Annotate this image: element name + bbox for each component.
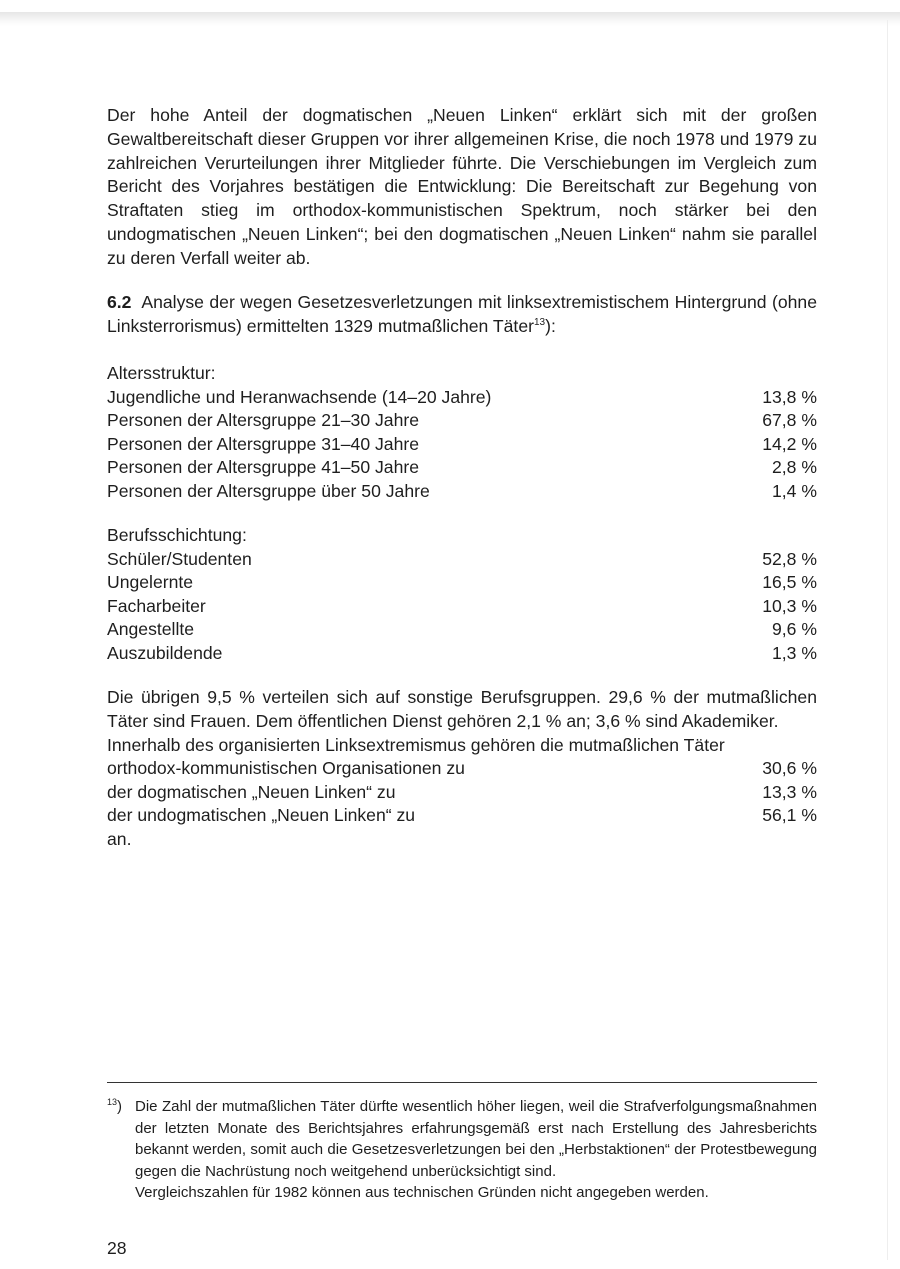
organized-row — [107, 781, 817, 805]
occupation-row-value: 16,5 % — [762, 572, 817, 593]
age-structure-heading: Altersstruktur: — [107, 363, 216, 383]
occupation-row-value: 1,3 % — [772, 642, 817, 663]
age-row-label: Personen der Altersgruppe 41–50 Jahre — [107, 457, 420, 478]
organized-closing: an. — [107, 828, 132, 849]
age-row-value: 14,2 % — [762, 433, 817, 454]
occupation-row — [107, 548, 817, 572]
age-row — [107, 386, 817, 410]
organized-row-value: 56,1 % — [762, 805, 817, 826]
footnote-text-second: Vergleichszahlen für 1982 können aus technischen Gründen nicht angegeben werden. — [135, 1184, 709, 1201]
occupation-row — [107, 618, 817, 642]
age-row — [107, 480, 817, 504]
footnote — [107, 1096, 817, 1204]
footnote-marker — [107, 1096, 122, 1118]
occupation-row — [107, 642, 817, 666]
age-row — [107, 409, 817, 433]
occupation-row-value: 10,3 % — [762, 595, 817, 616]
occupation-row-value: 52,8 % — [762, 548, 817, 569]
organized-row-label: der undogmatischen „Neuen Linken“ zu — [107, 805, 416, 826]
age-row-value: 67,8 % — [762, 410, 817, 431]
occupation-row-label: Facharbeiter — [107, 595, 206, 616]
intro-paragraph: Der hohe Anteil der dogmatischen „Neuen Linken“ erklärt sich mit der großen Gewaltbereitschaft dieser Gruppen vor ihrer allgemeinen Krise, die noch 1978 und 1979 zu zahlreichen Verurteilungen ihrer Mitglieder führte. Die Verschiebungen im Vergleich zum Bericht des Vorjahres bestätigen die Entwicklung: Die Bereitschaft zur Begehung von Straftaten stieg im orthodox-kommunistischen Spektrum, noch stärker bei den undogmatischen „Neuen Linken“; bei den dogmatischen „Neuen Linken“ nahm sie parallel zu deren Verfall weiter ab. — [107, 105, 817, 268]
summary-paragraph: Die übrigen 9,5 % verteilen sich auf sonstige Berufsgruppen. 29,6 % der mutmaßlichen Täter sind Frauen. Dem öffentlichen Dienst gehören 2,1 % an; 3,6 % sind Akademiker. — [107, 687, 817, 731]
section-heading — [107, 291, 817, 339]
footnote-number: 13 — [107, 1097, 118, 1107]
age-row-value: 13,8 % — [762, 386, 817, 407]
occupation-row-label: Angestellte — [107, 619, 195, 640]
organized-row-value: 13,3 % — [762, 781, 817, 802]
age-row-value: 2,8 % — [772, 457, 817, 478]
age-row-value: 1,4 % — [772, 480, 817, 501]
section-title-suffix: ): — [545, 315, 556, 336]
occupation-row-value: 9,6 % — [772, 619, 817, 640]
summary-block — [107, 686, 817, 852]
footnote-divider — [107, 1082, 817, 1083]
organized-intro: Innerhalb des organisierten Linksextremismus gehören die mutmaßlichen Täter — [107, 734, 725, 755]
occupation-row-label: Auszubildende — [107, 642, 223, 663]
scan-top-shadow — [0, 12, 900, 26]
organized-row-value: 30,6 % — [762, 758, 817, 779]
footnote-number-suffix: ) — [117, 1098, 123, 1115]
occupation-row — [107, 571, 817, 595]
age-row-label: Personen der Altersgruppe 21–30 Jahre — [107, 410, 420, 431]
occupation-heading: Berufsschichtung: — [107, 525, 247, 545]
age-row-label: Personen der Altersgruppe 31–40 Jahre — [107, 433, 420, 454]
age-row-label: Jugendliche und Heranwachsende (14–20 Jahre) — [107, 386, 492, 407]
organized-row — [107, 804, 817, 828]
age-row — [107, 433, 817, 457]
footnote-text: Die Zahl der mutmaßlichen Täter dürfte wesentlich höher liegen, weil die Strafverfolgungsmaßnahmen der letzten Monate des Berichtsjahres erfahrungsgemäß erst nach Erstellung des Jahresberichts bekannt werden, somit auch die Gesetzesverletzungen bei den „Herbstaktionen“ der Protestbewegung gegen die Nachrüstung noch weitgehend unberücksichtigt sind. — [135, 1098, 817, 1180]
section-title: Analyse der wegen Gesetzesverletzungen mit linksextremistischem Hintergrund (ohne Linksterrorismus) ermittelten 1329 mutmaßlichen Täter — [107, 292, 818, 336]
page-number: 28 — [107, 1238, 127, 1258]
organized-row — [107, 757, 817, 781]
occupation-row-label: Ungelernte — [107, 572, 194, 593]
age-row-label: Personen der Altersgruppe über 50 Jahre — [107, 480, 430, 501]
footnote-ref: 13 — [533, 316, 546, 328]
organized-row-label: der dogmatischen „Neuen Linken“ zu — [107, 781, 396, 802]
occupation-block — [107, 524, 817, 666]
scan-right-edge — [887, 20, 888, 1260]
section-number: 6.2 — [107, 292, 132, 312]
age-structure-block — [107, 362, 817, 504]
age-row — [107, 456, 817, 480]
occupation-row-label: Schüler/Studenten — [107, 548, 252, 569]
occupation-row — [107, 595, 817, 619]
organized-row-label: orthodox-kommunistischen Organisationen zu — [107, 758, 465, 779]
